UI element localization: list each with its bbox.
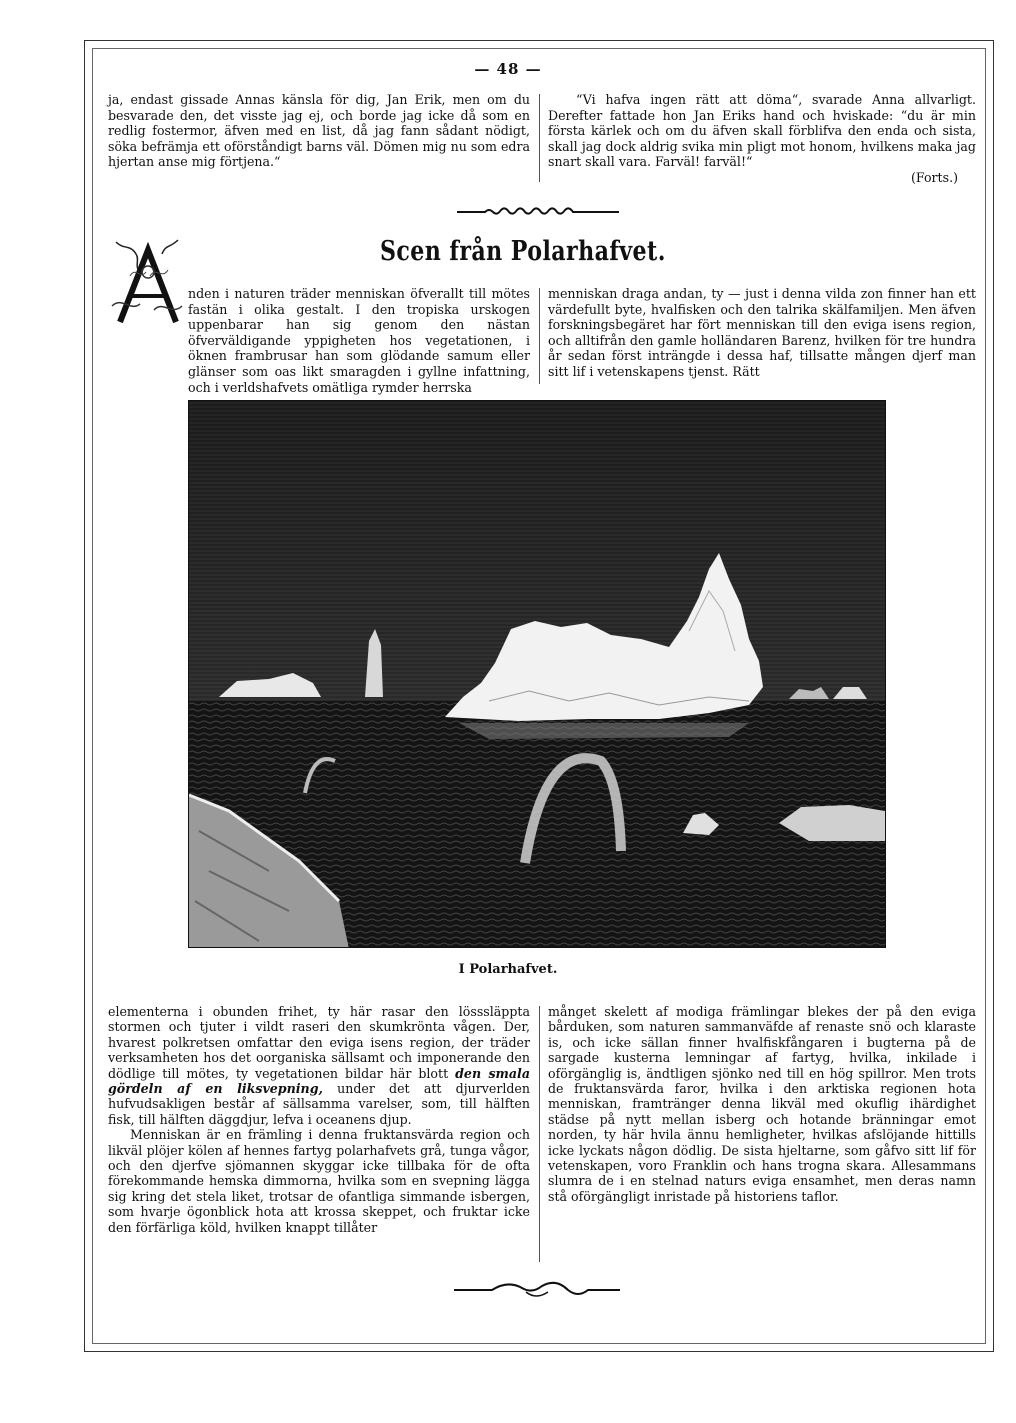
story-end-right-column [548,92,976,186]
body-left-p1-text-b: under det att djurverlden hufvudsakligen består af sällsamma varelser, som, till hälften fisk, till hälften däggdjur, lefva i oceanens djup. [108,1081,530,1127]
story-end-left-column [108,92,530,170]
column-rule-intro [539,288,540,384]
intro-left-column [188,286,530,395]
body-right-text: månget skelett af modiga främlingar blekes der på den eviga bårduken, som naturen sammanväfde af renaste snö och klaraste is, och icke sällan finner hvalfiskfångaren i bugterna på de sargade kusterna lemningar af fartyg, hvilka, inkilade i oförgänglig is, ändtligen sjönko ned till en hög spillror. Men trots de fruktansvärda faror, hvilka i den arktiska regionen hota menniskan, framtränger denna likväl med okuflig ihärdighet städse på nytt mellan isberg och hotande bränningar emot norden, ty här hvila ännu hemligheter, hvilkas afslöjande hittills icke lyckats någon dödlig. De sista hjeltarne, som gåfvo sitt lif för vetenskapen, voro Franklin och hans trogna skara. Allesammans slumra de i en stelnad naturs eviga ensamhet, men deras namn stå oförgängligt inristade på historiens taflor. [548,1004,976,1204]
body-left-p1-emphasis: den smala gördeln af en liksvepning, [108,1065,530,1097]
intro-right-column [548,286,976,380]
polar-sea-engraving [188,400,886,948]
body-left-paragraph-1 [108,1004,530,1127]
intro-right-text: menniskan draga andan, ty — just i denna vilda zon finner han ett värdefullt byte, hvalfisken och den talrika skälfamiljen. Men äfven forskningsbegäret har fört menniskan till den eviga isens region, och alltifrån den gamle holländaren Barenz, hvilken för tre hundra år sedan först inträngde i dessa haf, tillsatte mången djerf man sitt lif i vetenskapens tjenst. Rätt [548,286,976,379]
closing-flourish-ornament [452,1278,622,1302]
body-left-p1-text-a: elementerna i obunden frihet, ty här rasar den lösssläppta stormen och tjuter i vildt raseri den skumkrönta vågen. Der, hvarest polkretsen omfattar den eviga isens region, der träder verksamheten hos det oorganiska sällsamt och imponerande den dödlige till mötes, ty vegetationen bildar här blott [108,1004,530,1081]
body-left-column [108,1004,530,1235]
wavy-separator-ornament [455,204,621,218]
body-right-column [548,1004,976,1204]
column-rule-body [539,1006,540,1262]
continued-note: (Forts.) [910,169,958,185]
iceberg-illustration [189,401,886,948]
story-end-left-text: ja, endast gissade Annas känsla för dig, Jan Erik, men om du besvarade den, det visste jag ej, och borde jag icke då som en redlig fostermor, äfven med en list, då jag fann sådant nödigt, söka befrämja ett oförståndigt barns väl. Dömen mig nu som edra hjertan anse mig förtjena.“ [108,92,530,170]
column-rule-top [539,94,540,182]
article-title: Scen från Polarhafvet. [380,236,666,267]
body-left-paragraph-2: Menniskan är en främling i denna fruktansvärda region och likväl plöjer kölen af hennes fartyg polarhafvets grå, tunga vågor, och den djerfve sjömannen skyggar icke tillbaka för de ofta förekommande hemska dimmorna, hvilka som en svepning lägga sig kring det stela liket, trotsar de ofantliga simmande isbergen, som hvarje ögonblick hota att krossa skeppet, och fruktar icke den förfärliga köld, hvilken knappt tillåter [108,1127,530,1235]
page-number: — 48 — [474,60,542,78]
story-end-right-text: “Vi hafva ingen rätt att döma“, svarade Anna allvarligt. Derefter fattade hon Jan Eriks hand och hviskade: “du är min första kärlek och om du äfven skall förblifva den enda och sista, skall jag dock aldrig svika min pligt mot honom, hvilkens maka jag snart skall vara. Farväl! farväl!“ [548,92,976,170]
intro-left-text: nden i naturen träder menniskan öfverallt till mötes fastän i olika gestalt. I den tropiska urskogen uppenbarar han sig genom den nästan öfverväldigande yppigheten hos vegetationen, i öknen frambrusar han som glödande samum eller glänser som oas likt smaragden i gyllne infattning, och i verldshafvets omätliga rymder herrska [188,286,530,395]
figure-caption: I Polarhafvet. [458,962,558,977]
decorative-dropcap-ornament [110,236,184,328]
